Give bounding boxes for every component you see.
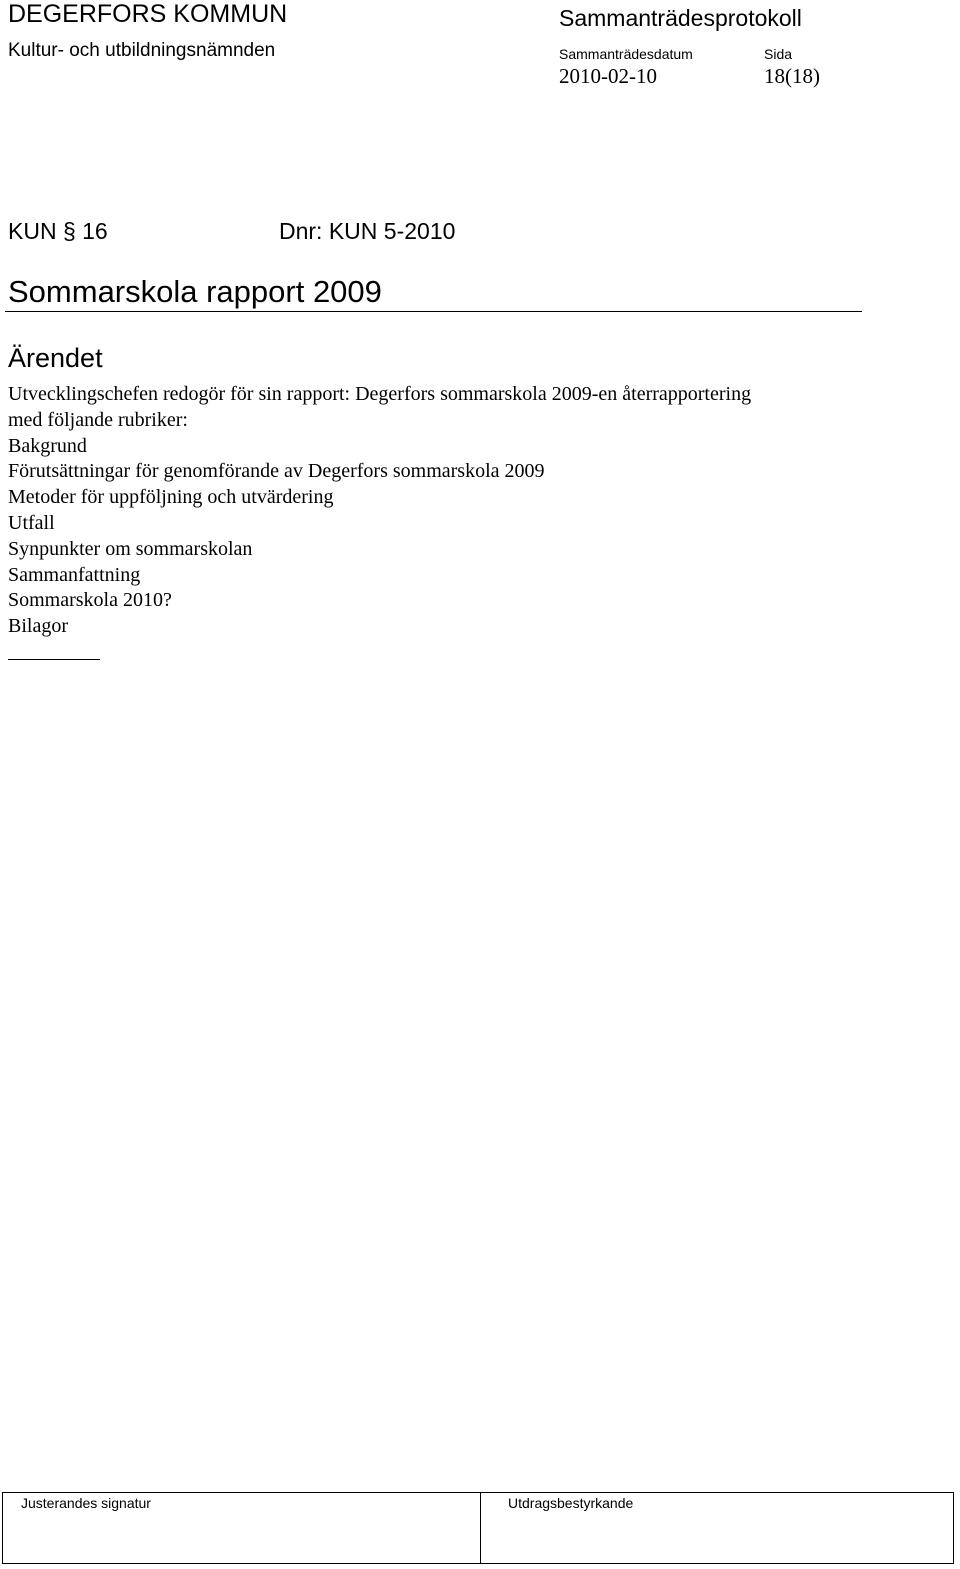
title-underline [5, 311, 862, 312]
body-line: Bilagor [8, 615, 68, 638]
case-paragraph-id: KUN § 16 [8, 218, 108, 244]
body-line: Utfall [8, 511, 55, 534]
body-line: Utvecklingschefen redogör för sin rapport: Degerfors sommarskola 2009-en återrapportering [8, 383, 752, 405]
section-end-rule [8, 659, 100, 660]
page-number-value: 18(18) [764, 64, 820, 88]
body-line: Sammanfattning [8, 563, 141, 586]
adjuster-signature-label: Justerandes signatur [21, 1495, 151, 1511]
body-line: Förutsättningar för genomförande av Degerfors sommarskola 2009 [8, 460, 545, 483]
body-line: Sommarskola 2010? [8, 589, 172, 612]
body-line: med följande rubriker: [8, 408, 188, 431]
organization-name: DEGERFORS KOMMUN [8, 0, 288, 28]
meeting-date-label: Sammanträdesdatum [559, 46, 693, 62]
section-heading: Ärendet [8, 343, 103, 373]
committee-name: Kultur- och utbildningsnämnden [8, 40, 276, 61]
document-type: Sammanträdesprotokoll [559, 5, 802, 31]
body-line: Synpunkter om sommarskolan [8, 537, 253, 560]
case-registration-number: Dnr: KUN 5-2010 [279, 218, 456, 244]
extract-certification-label: Utdragsbestyrkande [508, 1495, 634, 1511]
body-line: Bakgrund [8, 434, 87, 457]
page-label: Sida [764, 46, 793, 62]
footer-divider [480, 1493, 481, 1563]
signature-footer [2, 1492, 954, 1564]
section-body [8, 382, 868, 640]
meeting-date-value: 2010-02-10 [559, 64, 657, 88]
case-title: Sommarskola rapport 2009 [8, 274, 382, 309]
body-line: Metoder för uppföljning och utvärdering [8, 486, 334, 509]
